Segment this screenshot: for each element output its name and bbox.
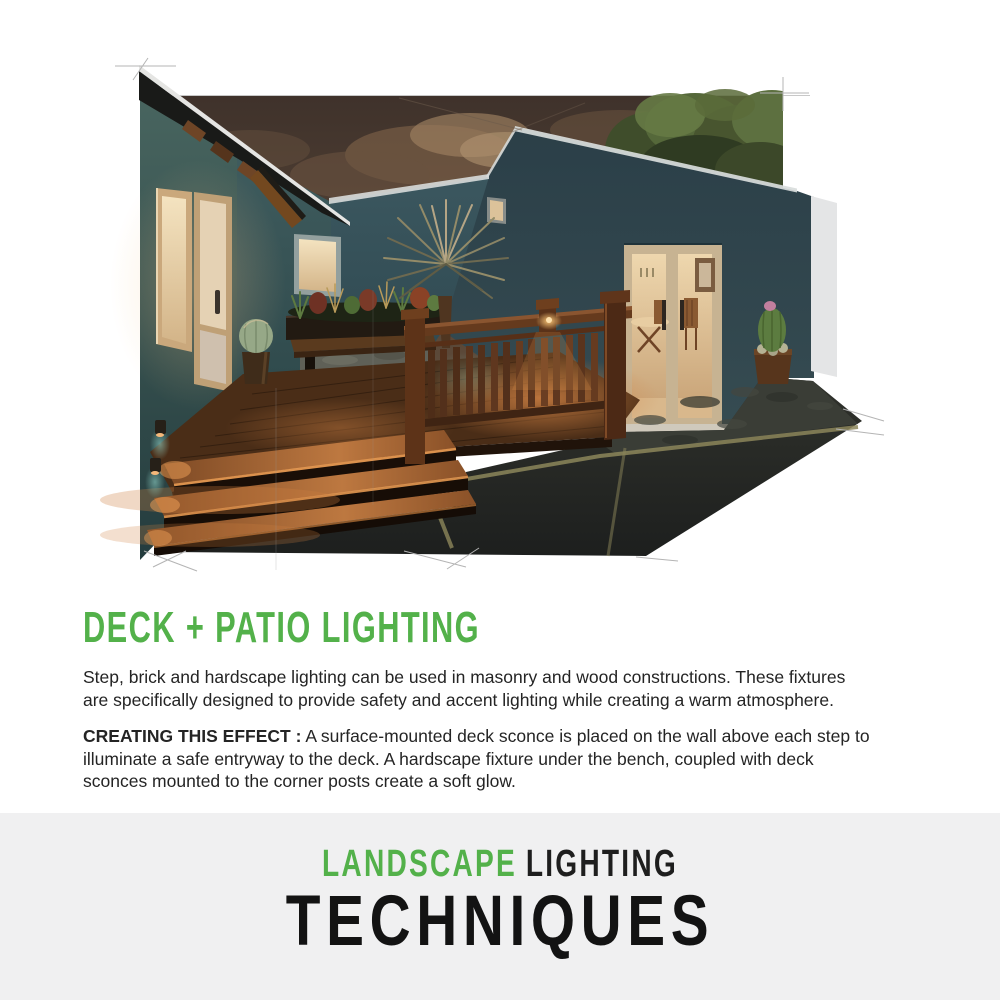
brand-footer [0, 813, 1000, 1000]
chair [684, 298, 698, 328]
brand-title: TECHNIQUES [285, 882, 715, 961]
effect-line: sconces mounted to the corner posts create a soft glow. [83, 771, 516, 791]
railing-post-left [405, 316, 425, 464]
intro-paragraph [83, 666, 943, 711]
side-panel [811, 196, 837, 377]
effect-line: illuminate a safe entryway to the deck. A hardscape fixture under the bench, coupled with deck [83, 748, 814, 769]
brand-subtitle [130, 844, 870, 884]
description-section [83, 604, 943, 793]
door-handle [215, 290, 220, 314]
brand-word-landscape: LANDSCAPE [322, 843, 517, 885]
door-handles [662, 300, 666, 330]
effect-line [83, 725, 943, 748]
sconce-fixture [155, 420, 166, 434]
picture-frame [699, 263, 711, 287]
brand-word-lighting: LIGHTING [525, 843, 678, 885]
effect-line-rest: A surface-mounted deck sconce is placed on the wall above each step to [305, 726, 870, 746]
effect-label: CREATING THIS EFFECT : [83, 726, 302, 746]
cactus-flower [764, 301, 776, 311]
intro-line: Step, brick and hardscape lighting can be used in masonry and wood constructions. These fixtures [83, 667, 846, 687]
intro-line: are specifically designed to provide safety and accent lighting while creating a warm atmosphere. [83, 689, 834, 710]
section-title: DECK + PATIO LIGHTING [83, 603, 481, 652]
railing-post-right [604, 298, 626, 440]
effect-paragraph [83, 725, 943, 793]
